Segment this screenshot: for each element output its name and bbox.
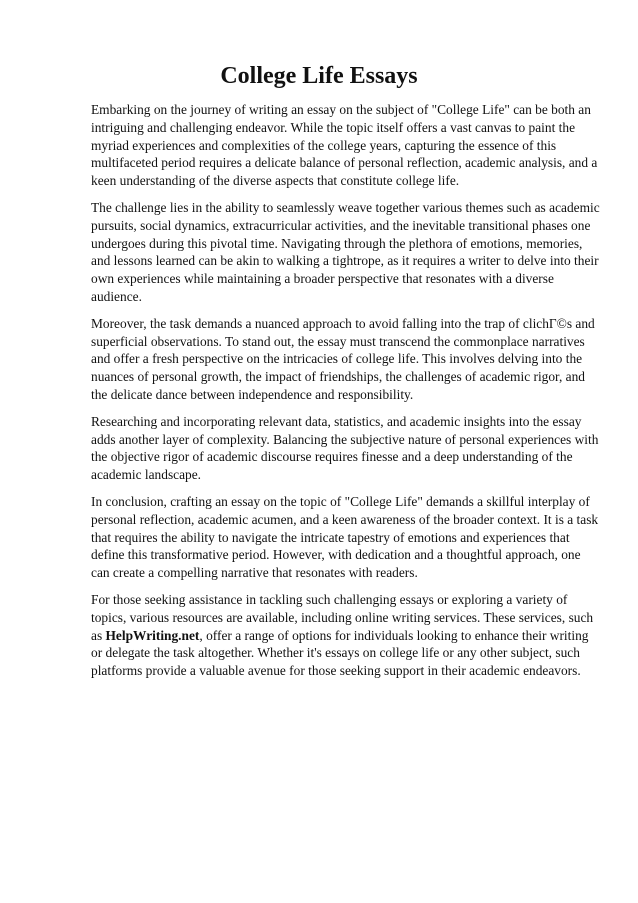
paragraph-1: Embarking on the journey of writing an essay on the subject of "College Life" can be both an intriguing and challenging endeavor. While the topic itself offers a vast canvas to paint the myriad experiences and complexities of the college years, capturing the essence of this multifaceted period requires a delicate balance of personal reflection, academic analysis, and a keen understanding of the diverse aspects that constitute college life.: [91, 102, 598, 189]
helpwriting-link[interactable]: HelpWriting.net: [105, 627, 200, 643]
paragraph-5: In conclusion, crafting an essay on the topic of "College Life" demands a skillful interplay of personal reflection, academic acumen, and a keen awareness of the broader context. It is a task that requires the ability to navigate the intricate tapestry of emotions and experiences that define this transformative period. However, with dedication and a thoughtful approach, one can create a compelling narrative that resonates with readers.: [91, 493, 599, 581]
paragraph-6-text-before-link: For those seeking assistance in tackling such challenging essays or exploring a variety of topics, various resources are available, including online writing services. These services, such as: [91, 591, 594, 643]
document-title: College Life Essays: [220, 63, 418, 89]
paragraph-3: Moreover, the task demands a nuanced approach to avoid falling into the trap of clichГ©s and superficial observations. To stand out, the essay must transcend the commonplace narratives and offer a fresh perspective on the intricacies of college life. This involves delving into the nuances of personal growth, the impact of friendships, the challenges of academic rigor, and the delicate dance between independence and responsibility.: [91, 315, 595, 402]
paragraph-2: The challenge lies in the ability to seamlessly weave together various themes such as academic pursuits, social dynamics, extracurricular activities, and the inevitable transitional phases one undergoes during this pivotal time. Navigating through the plethora of emotions, memories, and lessons learned can be akin to walking a tightrope, as it requires a writer to delve into their own experiences while maintaining a broader perspective that resonates with a diverse audience.: [91, 199, 600, 304]
document-body: [91, 101, 601, 689]
paragraph-4: Researching and incorporating relevant data, statistics, and academic insights into the essay adds another layer of complexity. Balancing the subjective nature of personal experiences with the objective rigor of academic discourse requires finesse and a deep understanding of the academic landscape.: [91, 413, 599, 483]
paragraph-6-text-after-link: , offer a range of options for individuals looking to enhance their writing or delegate the task altogether. Whether it's essays on college life or any other subject, such platforms provide a valuable avenue for those seeking support in their academic endeavors.: [91, 627, 589, 679]
paragraph-6: [91, 591, 601, 680]
